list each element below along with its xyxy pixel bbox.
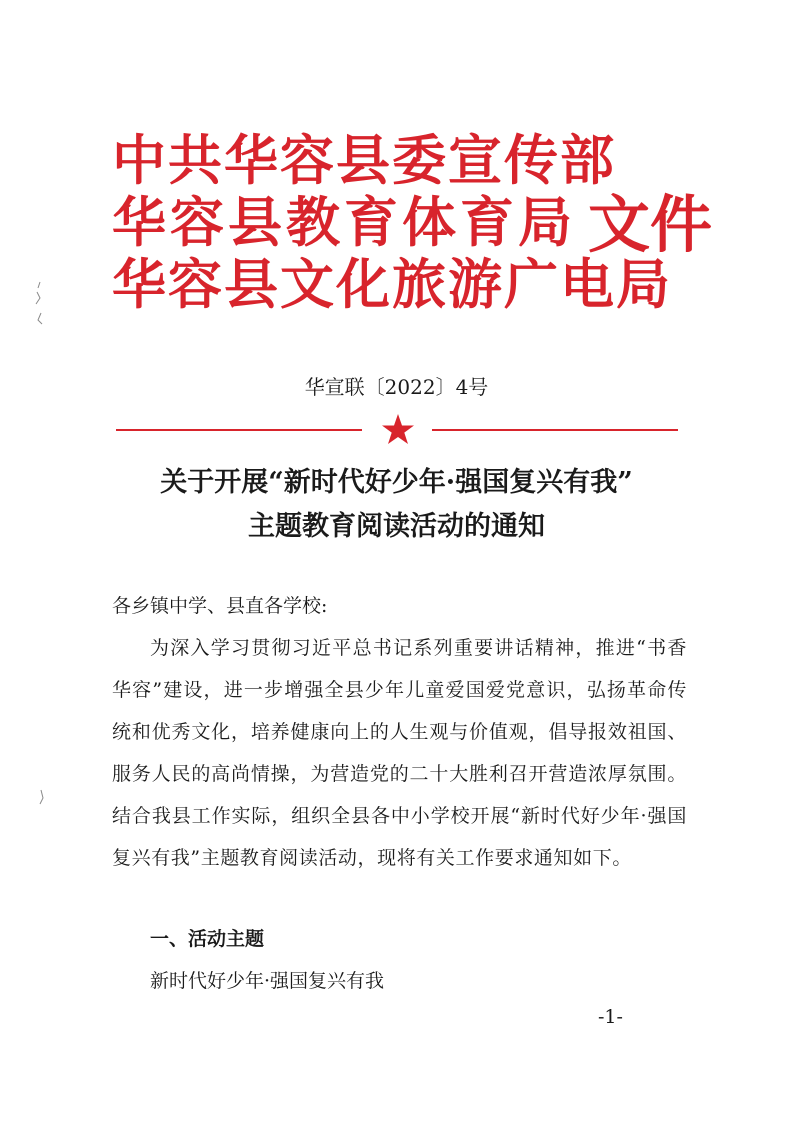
issuing-org-education-sports-bureau: 华容县教育体育局 (112, 190, 576, 254)
red-separator (116, 413, 678, 447)
margin-mark (37, 786, 47, 812)
section-heading: 一、活动主题 (150, 928, 265, 950)
page-number: -1- (598, 1006, 623, 1028)
issuing-org-propaganda-department: 中共华容县委宣传部 (112, 128, 616, 192)
section-content: 新时代好少年·强国复兴有我 (150, 970, 385, 992)
document-word: 文件 (588, 188, 713, 261)
star-icon (381, 413, 415, 447)
separator-rule-left (116, 429, 362, 431)
margin-mark (36, 310, 46, 336)
document-number: 华宣联〔2022〕4号 (304, 375, 489, 399)
issuing-authority-header (112, 128, 713, 320)
separator-rule-right (432, 429, 678, 431)
salutation: 各乡镇中学、县直各学校: (112, 595, 328, 617)
margin-mark (34, 280, 44, 306)
notice-title-line-1: 关于开展“新时代好少年·强国复兴有我” (160, 467, 633, 498)
body-paragraph: 为深入学习贯彻习近平总书记系列重要讲话精神，推进“书香华容”建设，进一步增强全县少年儿童爱国爱党意识，弘扬革命传统和优秀文化，培养健康向上的人生观与价值观，倡导报效祖国、服务人民的高尚情操，为营造党的二十大胜利召开营造浓厚氛围。结合我县工作实际，组织全县各中小学校开展“新时代好少年·强国复兴有我”主题教育阅读活动，现将有关工作要求通知如下。 (112, 637, 687, 869)
issuing-org-culture-tourism-bureau: 华容县文化旅游广电局 (112, 252, 672, 316)
notice-title-line-2: 主题教育阅读活动的通知 (248, 511, 545, 542)
